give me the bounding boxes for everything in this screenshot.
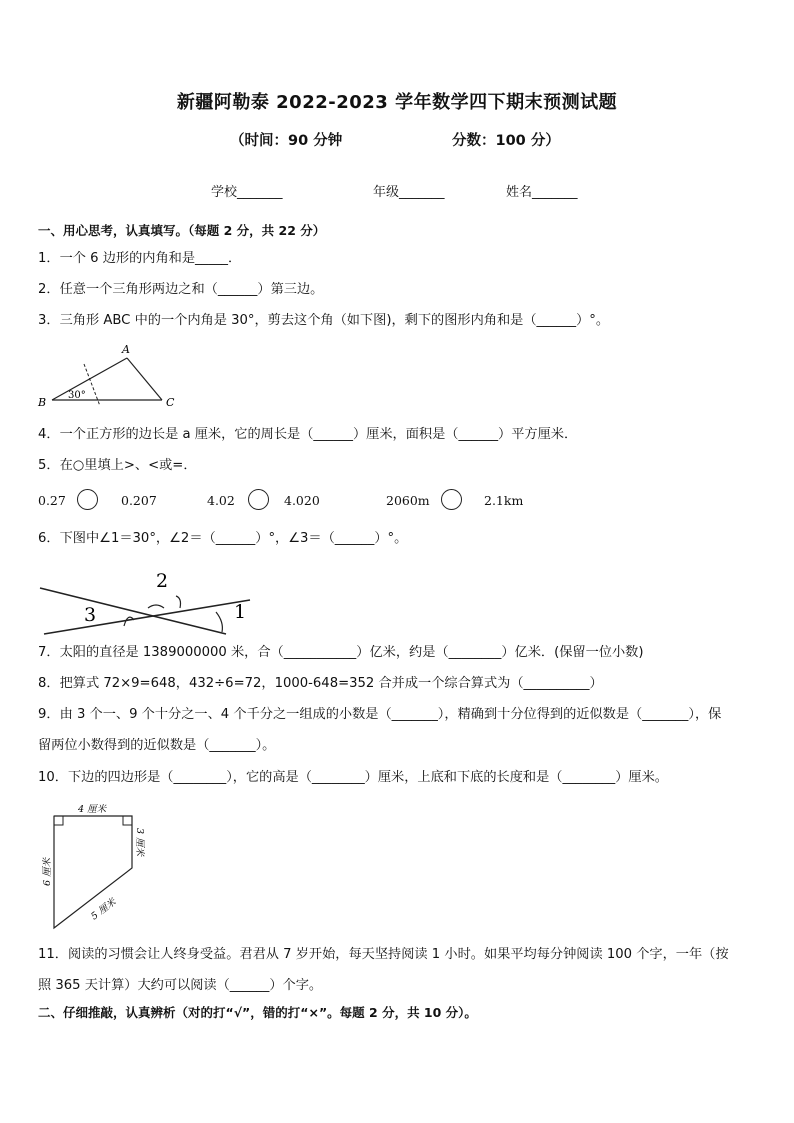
question-1: 1．一个 6 边形的内角和是_____．: [38, 251, 242, 266]
question-10: 10．下边的四边形是（________），它的高是（________）厘米，上底和下底的长度和是（________）厘米。: [38, 770, 668, 785]
exam-time: （时间：90 分钟: [230, 133, 343, 149]
angle-2-label: 2: [156, 570, 169, 592]
compare-3-circle[interactable]: [441, 489, 462, 510]
question-5: 5．在○里填上>、<或=．: [38, 458, 197, 473]
question-7: 7．太阳的直径是 1389000000 米，合（___________）亿米，约是（________）亿米．(保留一位小数): [38, 645, 644, 660]
angle-label: 30°: [68, 390, 86, 401]
compare-1-right: 0.207: [121, 493, 157, 508]
trapezoid-figure: [36, 800, 156, 932]
page-title: 新疆阿勒泰 2022-2023 学年数学四下期末预测试题: [176, 92, 618, 113]
compare-2-right: 4.020: [284, 493, 320, 508]
vertex-c-label: C: [166, 396, 175, 409]
compare-1-left: 0.27: [38, 493, 66, 508]
slant-side-label: 5 厘米: [89, 896, 119, 923]
question-11-line-1: 11．阅读的习惯会让人终身受益。君君从 7 岁开始，每天坚持阅读 1 小时。如果平均每分钟阅读 100 个字，一年（按: [38, 947, 729, 962]
question-2: 2．任意一个三角形两边之和（______）第三边。: [38, 282, 324, 297]
question-6: 6．下图中∠1＝30°，∠2＝（______）°，∠3＝（______）°。: [38, 531, 408, 546]
school-field[interactable]: 学校_______: [211, 185, 283, 200]
exam-score: 分数：100 分）: [452, 133, 560, 149]
grade-field[interactable]: 年级_______: [373, 185, 445, 200]
compare-1-circle[interactable]: [77, 489, 98, 510]
left-side-label: 6 厘米: [42, 857, 53, 886]
angle-3-label: 3: [84, 604, 97, 626]
question-9-line-2: 留两位小数得到的近似数是（_______）。: [38, 738, 276, 753]
right-side-label: 3 厘米: [134, 828, 145, 857]
top-side-label: 4 厘米: [78, 804, 107, 815]
angle-1-label: 1: [234, 601, 247, 623]
name-field[interactable]: 姓名_______: [506, 185, 578, 200]
triangle-figure: [34, 340, 184, 412]
question-3: 3．三角形 ABC 中的一个内角是 30°，剪去这个角（如下图)，剩下的图形内角和是（______）°。: [38, 313, 610, 328]
angles-figure: [36, 566, 256, 638]
compare-3-right: 2.1km: [484, 493, 524, 508]
compare-3-left: 2060m: [386, 493, 430, 508]
section-2-heading: 二、仔细推敲，认真辨析（对的打“√”，错的打“×”。每题 2 分，共 10 分）。: [38, 1005, 477, 1020]
compare-2-left: 4.02: [207, 493, 235, 508]
question-8: 8．把算式 72×9=648，432÷6=72，1000-648=352 合并成一个综合算式为（__________）: [38, 676, 603, 691]
question-9-line-1: 9．由 3 个一、9 个十分之一、4 个千分之一组成的小数是（_______），精确到十分位得到的近似数是（_______），保: [38, 707, 722, 722]
question-11-line-2: 照 365 天计算）大约可以阅读（______）个字。: [38, 978, 323, 993]
vertex-a-label: A: [122, 343, 130, 356]
vertex-b-label: B: [38, 396, 47, 409]
question-4: 4．一个正方形的边长是 a 厘米，它的周长是（______）厘米，面积是（______）平方厘米．: [38, 427, 578, 442]
section-1-heading: 一、用心思考，认真填写。（每题 2 分，共 22 分）: [38, 223, 326, 238]
compare-2-circle[interactable]: [248, 489, 269, 510]
